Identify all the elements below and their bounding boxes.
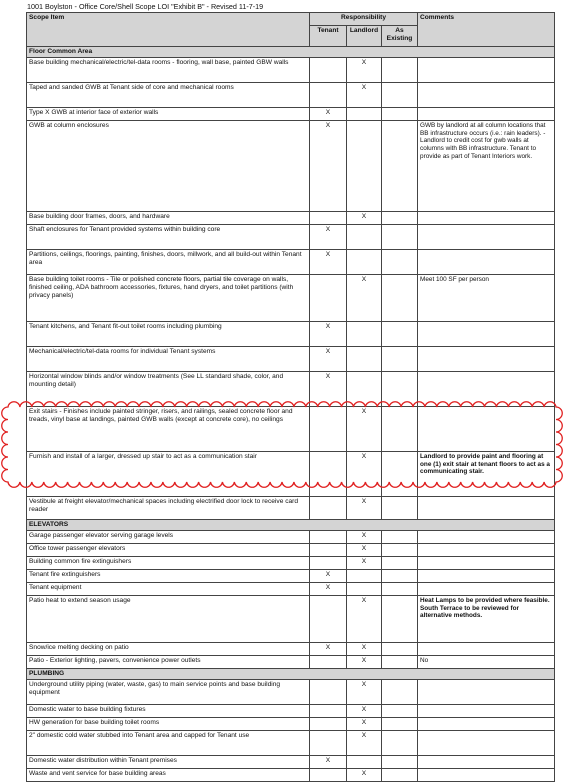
- tenant-mark-cell: [310, 556, 347, 569]
- landlord-mark-cell: [347, 755, 382, 768]
- scope-item-cell: Base building mechanical/electric/tel-data rooms - flooring, wall base, painted GBW walls: [27, 57, 310, 82]
- scope-item-cell: Building common fire extinguishers: [27, 556, 310, 569]
- table-row: [27, 569, 555, 582]
- as-existing-mark-cell: [382, 274, 418, 321]
- comment-cell: [418, 321, 555, 346]
- as-existing-mark-cell: [382, 530, 418, 543]
- landlord-mark-cell: X: [347, 655, 382, 668]
- scope-item-cell: Snow/ice melting decking on patio: [27, 642, 310, 655]
- comment-cell: [418, 717, 555, 730]
- tenant-mark-cell: [310, 451, 347, 496]
- landlord-mark-cell: X: [347, 595, 382, 642]
- comment-cell: [418, 704, 555, 717]
- comment-cell: [418, 569, 555, 582]
- as-existing-mark-cell: [382, 543, 418, 556]
- section-header-row: [27, 519, 555, 530]
- scope-item-cell: Domestic water distribution within Tenant premises: [27, 755, 310, 768]
- tenant-mark-cell: X: [310, 249, 347, 274]
- scope-item-cell: Tenant equipment: [27, 582, 310, 595]
- comment-cell: [418, 556, 555, 569]
- scope-item-cell: Horizontal window blinds and/or window treatments (See LL standard shade, color, and mounting detail): [27, 371, 310, 406]
- scope-item-cell: Office tower passenger elevators: [27, 543, 310, 556]
- header-responsibility: Responsibility: [310, 13, 418, 26]
- tenant-mark-cell: X: [310, 569, 347, 582]
- tenant-mark-cell: X: [310, 642, 347, 655]
- comment-cell: Meet 100 SF per person: [418, 274, 555, 321]
- section-header-row: [27, 668, 555, 679]
- landlord-mark-cell: [347, 249, 382, 274]
- tenant-mark-cell: [310, 211, 347, 224]
- tenant-mark-cell: X: [310, 321, 347, 346]
- scope-item-cell: Furnish and install of a larger, dressed up stair to act as a communication stair: [27, 451, 310, 496]
- comment-cell: GWB by landlord at all column locations that BB infrastructure occurs (i.e.: rain leaders). - Landlord to credit cost for gwb walls at columns with BB infrastructure. Tenant to provide as part of Tenant Interiors work.: [418, 120, 555, 211]
- tenant-mark-cell: X: [310, 371, 347, 406]
- scope-item-cell: Vestibule at freight elevator/mechanical spaces including electrified door lock to receive card reader: [27, 496, 310, 519]
- scope-item-cell: Partitions, ceilings, floorings, painting, finishes, doors, millwork, and all build-out within Tenant area: [27, 249, 310, 274]
- as-existing-mark-cell: [382, 321, 418, 346]
- table-row: [27, 82, 555, 107]
- landlord-mark-cell: X: [347, 679, 382, 704]
- scope-item-cell: Shaft enclosures for Tenant provided systems within building core: [27, 224, 310, 249]
- scope-item-cell: Underground utility piping (water, waste, gas) to main service points and base building equipment: [27, 679, 310, 704]
- scope-item-cell: Waste and vent service for base building areas: [27, 768, 310, 781]
- section-title: PLUMBING: [27, 668, 555, 679]
- table-row: [27, 57, 555, 82]
- scope-item-cell: Tenant fire extinguishers: [27, 569, 310, 582]
- tenant-mark-cell: X: [310, 582, 347, 595]
- comment-cell: [418, 582, 555, 595]
- tenant-mark-cell: [310, 543, 347, 556]
- table-row: [27, 346, 555, 371]
- landlord-mark-cell: [347, 120, 382, 211]
- table-row: [27, 451, 555, 496]
- scope-table: [26, 12, 555, 782]
- landlord-mark-cell: X: [347, 406, 382, 451]
- table-row: [27, 642, 555, 655]
- landlord-mark-cell: X: [347, 768, 382, 781]
- tenant-mark-cell: [310, 274, 347, 321]
- comment-cell: [418, 755, 555, 768]
- table-row: [27, 655, 555, 668]
- tenant-mark-cell: [310, 768, 347, 781]
- as-existing-mark-cell: [382, 211, 418, 224]
- comment-cell: [418, 496, 555, 519]
- table-row: [27, 321, 555, 346]
- tenant-mark-cell: [310, 730, 347, 755]
- tenant-mark-cell: [310, 82, 347, 107]
- table-row: [27, 595, 555, 642]
- scope-item-cell: Exit stairs - Finishes include painted stringer, risers, and railings, sealed concrete floor and treads, vinyl base at landings, painted GWB walls (except at concrete core), no ceilings: [27, 406, 310, 451]
- table-row: [27, 107, 555, 120]
- comment-cell: [418, 249, 555, 274]
- as-existing-mark-cell: [382, 371, 418, 406]
- section-title: Floor Common Area: [27, 47, 555, 58]
- as-existing-mark-cell: [382, 679, 418, 704]
- tenant-mark-cell: [310, 704, 347, 717]
- comment-cell: [418, 82, 555, 107]
- as-existing-mark-cell: [382, 451, 418, 496]
- header-comments: Comments: [418, 13, 555, 47]
- comment-cell: Landlord to provide paint and flooring at one (1) exit stair at tenant floors to act as a communicating stair.: [418, 451, 555, 496]
- comment-cell: [418, 406, 555, 451]
- comment-cell: [418, 346, 555, 371]
- tenant-mark-cell: [310, 679, 347, 704]
- table-row: [27, 120, 555, 211]
- tenant-mark-cell: [310, 717, 347, 730]
- table-row: [27, 717, 555, 730]
- section-header-row: [27, 47, 555, 58]
- as-existing-mark-cell: [382, 655, 418, 668]
- header-scope-item: Scope Item: [27, 13, 310, 47]
- table-row: [27, 730, 555, 755]
- table-row: [27, 274, 555, 321]
- comment-cell: [418, 642, 555, 655]
- scope-item-cell: Mechanical/electric/tel-data rooms for individual Tenant systems: [27, 346, 310, 371]
- landlord-mark-cell: [347, 582, 382, 595]
- scope-item-cell: Type X GWB at interior face of exterior walls: [27, 107, 310, 120]
- landlord-mark-cell: X: [347, 274, 382, 321]
- table-row: [27, 249, 555, 274]
- tenant-mark-cell: [310, 595, 347, 642]
- as-existing-mark-cell: [382, 107, 418, 120]
- landlord-mark-cell: [347, 107, 382, 120]
- tenant-mark-cell: X: [310, 224, 347, 249]
- table-row: [27, 556, 555, 569]
- as-existing-mark-cell: [382, 730, 418, 755]
- as-existing-mark-cell: [382, 717, 418, 730]
- scope-item-cell: GWB at column enclosures: [27, 120, 310, 211]
- table-row: [27, 371, 555, 406]
- landlord-mark-cell: X: [347, 530, 382, 543]
- scope-item-cell: HW generation for base building toilet rooms: [27, 717, 310, 730]
- as-existing-mark-cell: [382, 406, 418, 451]
- comment-cell: [418, 768, 555, 781]
- table-row: [27, 530, 555, 543]
- landlord-mark-cell: X: [347, 543, 382, 556]
- header-as-existing: As Existing: [382, 26, 418, 47]
- as-existing-mark-cell: [382, 642, 418, 655]
- as-existing-mark-cell: [382, 755, 418, 768]
- table-header-row: [27, 13, 555, 26]
- table-row: [27, 679, 555, 704]
- scope-item-cell: Patio heat to extend season usage: [27, 595, 310, 642]
- table-row: [27, 224, 555, 249]
- comment-cell: [418, 371, 555, 406]
- as-existing-mark-cell: [382, 595, 418, 642]
- scope-item-cell: Base building toilet rooms - Tile or polished concrete floors, partial tile coverage on walls, finished ceiling, ADA bathroom accessories, fixtures, hand dryers, and toilet partitions (with privacy panels): [27, 274, 310, 321]
- comment-cell: [418, 730, 555, 755]
- table-row: [27, 211, 555, 224]
- comment-cell: [418, 211, 555, 224]
- landlord-mark-cell: [347, 346, 382, 371]
- as-existing-mark-cell: [382, 249, 418, 274]
- landlord-mark-cell: [347, 321, 382, 346]
- table-row: [27, 496, 555, 519]
- as-existing-mark-cell: [382, 582, 418, 595]
- header-tenant: Tenant: [310, 26, 347, 47]
- landlord-mark-cell: X: [347, 57, 382, 82]
- scope-item-cell: 2" domestic cold water stubbed into Tenant area and capped for Tenant use: [27, 730, 310, 755]
- header-landlord: Landlord: [347, 26, 382, 47]
- comment-cell: [418, 224, 555, 249]
- comment-cell: [418, 57, 555, 82]
- comment-cell: [418, 530, 555, 543]
- landlord-mark-cell: [347, 371, 382, 406]
- scope-item-cell: Garage passenger elevator serving garage levels: [27, 530, 310, 543]
- landlord-mark-cell: X: [347, 717, 382, 730]
- table-row: [27, 406, 555, 451]
- as-existing-mark-cell: [382, 496, 418, 519]
- landlord-mark-cell: X: [347, 556, 382, 569]
- scope-item-cell: Patio - Exterior lighting, pavers, convenience power outlets: [27, 655, 310, 668]
- as-existing-mark-cell: [382, 704, 418, 717]
- landlord-mark-cell: X: [347, 211, 382, 224]
- scope-item-cell: Taped and sanded GWB at Tenant side of core and mechanical rooms: [27, 82, 310, 107]
- as-existing-mark-cell: [382, 57, 418, 82]
- scope-item-cell: Base building door frames, doors, and hardware: [27, 211, 310, 224]
- table-row: [27, 768, 555, 781]
- tenant-mark-cell: [310, 496, 347, 519]
- scope-item-cell: Tenant kitchens, and Tenant fit-out toilet rooms including plumbing: [27, 321, 310, 346]
- tenant-mark-cell: [310, 655, 347, 668]
- scope-item-cell: Domestic water to base building fixtures: [27, 704, 310, 717]
- landlord-mark-cell: [347, 224, 382, 249]
- tenant-mark-cell: X: [310, 107, 347, 120]
- as-existing-mark-cell: [382, 768, 418, 781]
- landlord-mark-cell: X: [347, 642, 382, 655]
- as-existing-mark-cell: [382, 556, 418, 569]
- landlord-mark-cell: [347, 569, 382, 582]
- as-existing-mark-cell: [382, 120, 418, 211]
- document-title: 1001 Boylston - Office Core/Shell Scope LOI "Exhibit B" - Revised 11-7-19: [27, 2, 264, 11]
- comment-cell: [418, 679, 555, 704]
- as-existing-mark-cell: [382, 569, 418, 582]
- table-row: [27, 543, 555, 556]
- landlord-mark-cell: X: [347, 730, 382, 755]
- landlord-mark-cell: X: [347, 82, 382, 107]
- tenant-mark-cell: X: [310, 755, 347, 768]
- tenant-mark-cell: X: [310, 346, 347, 371]
- tenant-mark-cell: [310, 406, 347, 451]
- table-row: [27, 704, 555, 717]
- as-existing-mark-cell: [382, 346, 418, 371]
- comment-cell: [418, 107, 555, 120]
- table-row: [27, 755, 555, 768]
- table-row: [27, 582, 555, 595]
- section-title: ELEVATORS: [27, 519, 555, 530]
- tenant-mark-cell: [310, 57, 347, 82]
- tenant-mark-cell: [310, 530, 347, 543]
- landlord-mark-cell: X: [347, 704, 382, 717]
- comment-cell: Heat Lamps to be provided where feasible. South Terrace to be reviewed for alternative methods.: [418, 595, 555, 642]
- landlord-mark-cell: X: [347, 451, 382, 496]
- comment-cell: No: [418, 655, 555, 668]
- comment-cell: [418, 543, 555, 556]
- as-existing-mark-cell: [382, 82, 418, 107]
- as-existing-mark-cell: [382, 224, 418, 249]
- tenant-mark-cell: X: [310, 120, 347, 211]
- landlord-mark-cell: X: [347, 496, 382, 519]
